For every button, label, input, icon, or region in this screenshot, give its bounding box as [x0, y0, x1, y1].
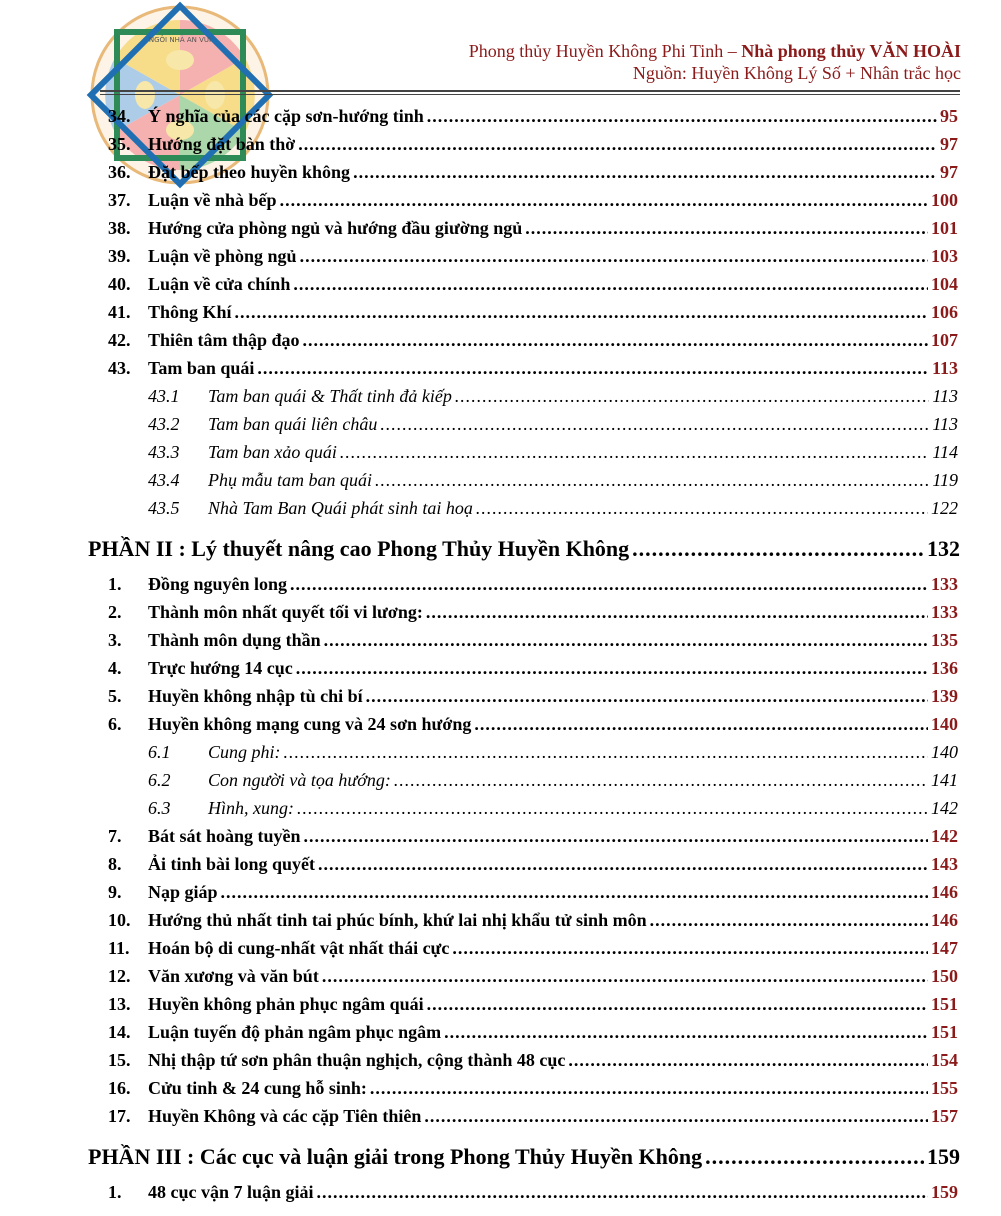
toc-dot-leader	[426, 602, 928, 623]
toc-entry-body	[148, 1106, 958, 1127]
toc-entry-title: PHẦN III : Các cục và luận giải trong Phong Thủy Huyền Không	[88, 1144, 703, 1169]
toc-entry-number: 1.	[108, 1182, 122, 1202]
toc-dot-leader	[444, 1022, 928, 1043]
toc-page-number: 141	[931, 770, 958, 790]
toc-dot-leader	[375, 470, 929, 491]
toc-entry-number: 43.4	[148, 470, 180, 490]
toc-entry-body	[148, 602, 958, 623]
toc-entry-title: Thiên tâm thập đạo	[148, 330, 300, 350]
toc-dot-leader	[298, 134, 937, 155]
toc-entry-body	[148, 1022, 958, 1043]
toc-entry-number: 42.	[108, 330, 131, 350]
toc-entry-title: Phụ mẫu tam ban quái	[208, 470, 372, 490]
toc-entry-number: 1.	[108, 574, 122, 594]
toc-entry-title: Thành môn nhất quyết tối vi lương:	[148, 602, 423, 622]
toc-dot-leader	[303, 330, 928, 351]
toc-entry-body	[208, 770, 958, 791]
toc-entry-number: 8.	[108, 854, 122, 874]
toc-page-number: 95	[940, 106, 958, 126]
toc-dot-leader	[427, 106, 937, 127]
toc-dot-leader	[525, 218, 928, 239]
toc-page-number: 113	[932, 386, 958, 406]
toc-entry-title: PHẦN II : Lý thuyết nâng cao Phong Thủy Huyền Không	[88, 536, 630, 561]
toc-entry-body	[148, 630, 958, 651]
toc-entry-title: Luận về cửa chính	[148, 274, 291, 294]
toc-entry-title: Huyền không phản phục ngâm quái	[148, 994, 424, 1014]
toc-entry-title: Hướng đặt bàn thờ	[148, 134, 296, 154]
toc-entry-number: 7.	[108, 826, 122, 846]
toc-entry-body	[208, 414, 958, 435]
toc-dot-leader	[318, 854, 928, 875]
toc-entry-number: 39.	[108, 246, 131, 266]
toc-entry-body	[148, 1050, 958, 1071]
toc-dot-leader	[394, 770, 928, 791]
toc-dot-leader	[235, 302, 928, 323]
toc-entry-body	[148, 938, 958, 959]
header-author: Nhà phong thủy VĂN HOÀI	[741, 41, 961, 61]
toc-entry-title: Huyền không mạng cung và 24 sơn hướng	[148, 714, 472, 734]
toc-entry-title: Hoán bộ di cung-nhất vật nhất thái cực	[148, 938, 450, 958]
toc-entry-number: 41.	[108, 302, 131, 322]
toc-page-number: 113	[931, 358, 958, 378]
toc-dot-leader	[324, 630, 928, 651]
toc-page-number: 147	[931, 938, 958, 958]
toc-page-number: 106	[931, 302, 958, 322]
toc-entry-number: 34.	[108, 106, 131, 126]
toc-dot-leader	[284, 742, 928, 763]
toc-page-number: 97	[940, 134, 958, 154]
toc-entry-body	[148, 854, 958, 875]
toc-page-number: 154	[931, 1050, 958, 1070]
toc-dot-leader	[380, 414, 929, 435]
toc-dot-leader	[304, 826, 928, 847]
toc-entry-number: 43.	[108, 358, 131, 378]
toc-entry-number: 15.	[108, 1050, 131, 1070]
toc-entry-title: Văn xương và văn bút	[148, 966, 319, 986]
toc-page-number: 107	[931, 330, 958, 350]
toc-page-number: 143	[931, 854, 958, 874]
toc-entry-number: 43.2	[148, 414, 180, 434]
header-rule-thin	[100, 94, 960, 95]
toc-page-number: 140	[931, 742, 958, 762]
toc-entry-body	[148, 882, 958, 903]
toc-entry-body	[148, 246, 958, 267]
toc-entry-body	[148, 910, 958, 931]
toc-entry-title: Trực hướng 14 cục	[148, 658, 293, 678]
toc-dot-leader	[353, 162, 937, 183]
toc-entry-body	[148, 330, 958, 351]
toc-entry-number: 6.	[108, 714, 122, 734]
toc-entry-body	[148, 190, 958, 211]
toc-entry-title: Ý nghĩa của các cặp sơn-hướng tinh	[148, 106, 424, 126]
toc-entry-title: Bát sát hoàng tuyền	[148, 826, 301, 846]
toc-dot-leader	[300, 246, 928, 267]
toc-dot-leader	[476, 498, 928, 519]
toc-page-number: 155	[931, 1078, 958, 1098]
toc-entry-title: Huyền Không và các cặp Tiên thiên	[148, 1106, 422, 1126]
toc-page-number: 140	[931, 714, 958, 734]
toc-entry-body	[148, 134, 958, 155]
logo-text: NGÔI NHÀ AN VUI	[148, 36, 212, 44]
page-header	[469, 40, 961, 84]
toc-dot-leader	[568, 1050, 928, 1071]
toc-entry-title: Tam ban xảo quái	[208, 442, 337, 462]
toc-entry-body	[88, 1144, 960, 1170]
toc-entry-title: Thông Khí	[148, 302, 232, 322]
toc-entry-number: 13.	[108, 994, 131, 1014]
toc-dot-leader	[455, 386, 929, 407]
toc-dot-leader	[280, 190, 928, 211]
toc-page-number: 133	[931, 574, 958, 594]
toc-entry-body	[148, 1078, 958, 1099]
toc-entry-title: Con người và tọa hướng:	[208, 770, 391, 790]
toc-entry-body	[148, 218, 958, 239]
toc-entry-number: 16.	[108, 1078, 131, 1098]
toc-entry-title: Cửu tinh & 24 cung hỗ sinh:	[148, 1078, 367, 1098]
toc-entry-number: 37.	[108, 190, 131, 210]
toc-entry-title: Đồng nguyên long	[148, 574, 288, 594]
toc-entry-number: 17.	[108, 1106, 131, 1126]
toc-entry-body	[88, 536, 960, 562]
toc-entry-title: 48 cục vận 7 luận giải	[148, 1182, 314, 1202]
toc-page-number: 146	[931, 882, 958, 902]
header-origin: Nguồn: Huyền Không Lý Số + Nhân trắc học	[632, 63, 961, 83]
toc-entry-title: Đặt bếp theo huyền không	[148, 162, 351, 182]
toc-entry-title: Luận về nhà bếp	[148, 190, 277, 210]
toc-dot-leader	[221, 882, 928, 903]
toc-entry-body	[208, 386, 958, 407]
toc-entry-body	[208, 742, 958, 763]
toc-entry-number: 5.	[108, 686, 122, 706]
toc-entry-title: Hướng thủ nhất tinh tai phúc bính, khứ lai nhị khẩu tử sinh môn	[148, 910, 647, 930]
toc-dot-leader	[366, 686, 928, 707]
toc-entry-number: 36.	[108, 162, 131, 182]
toc-page-number: 97	[940, 162, 958, 182]
toc-entry-title: Cung phi:	[208, 742, 281, 762]
toc-entry-number: 40.	[108, 274, 131, 294]
toc-dot-leader	[297, 798, 928, 819]
toc-entry-number: 10.	[108, 910, 131, 930]
toc-entry-number: 38.	[108, 218, 131, 238]
toc-page-number: 151	[931, 994, 958, 1014]
toc-page-number: 104	[931, 274, 958, 294]
toc-entry-title: Nhà Tam Ban Quái phát sinh tai hoạ	[208, 498, 473, 518]
toc-entry-title: Hướng cửa phòng ngủ và hướng đầu giường ngủ	[148, 218, 523, 238]
toc-entry-body	[148, 714, 958, 735]
toc-dot-leader	[322, 966, 928, 987]
toc-dot-leader	[317, 1182, 928, 1203]
toc-entry-number: 6.3	[148, 798, 171, 818]
toc-page-number: 114	[932, 442, 958, 462]
toc-entry-body	[148, 994, 958, 1015]
toc-dot-leader	[632, 536, 924, 562]
toc-page-number: 101	[931, 218, 958, 238]
toc-page-number: 113	[932, 414, 958, 434]
toc-dot-leader	[452, 938, 928, 959]
toc-entry-body	[208, 798, 958, 819]
toc-page-number: 132	[927, 536, 960, 561]
toc-page-number: 159	[927, 1144, 960, 1169]
toc-entry-body	[208, 498, 958, 519]
toc-entry-title: Tam ban quái liên châu	[208, 414, 378, 434]
toc-entry-number: 43.3	[148, 442, 180, 462]
toc-entry-number: 6.2	[148, 770, 171, 790]
toc-page-number: 142	[931, 826, 958, 846]
toc-entry-number: 35.	[108, 134, 131, 154]
toc-entry-number: 4.	[108, 658, 122, 678]
toc-dot-leader	[293, 274, 928, 295]
toc-dot-leader	[424, 1106, 928, 1127]
toc-entry-body	[148, 1182, 958, 1203]
toc-entry-body	[208, 442, 958, 463]
toc-entry-body	[208, 470, 958, 491]
toc-entry-body	[148, 302, 958, 323]
toc-entry-title: Nhị thập tứ sơn phân thuận nghịch, cộng thành 48 cục	[148, 1050, 566, 1070]
toc-entry-number: 3.	[108, 630, 122, 650]
toc-entry-body	[148, 826, 958, 847]
toc-dot-leader	[650, 910, 928, 931]
toc-entry-number: 43.5	[148, 498, 180, 518]
toc-entry-body	[148, 106, 958, 127]
toc-dot-leader	[340, 442, 929, 463]
toc-page-number: 159	[931, 1182, 958, 1202]
toc-entry-number: 14.	[108, 1022, 131, 1042]
toc-entry-title: Tam ban quái	[148, 358, 255, 378]
toc-page-number: 135	[931, 630, 958, 650]
toc-page-number: 133	[931, 602, 958, 622]
toc-entry-number: 43.1	[148, 386, 180, 406]
toc-entry-title: Ải tinh bài long quyết	[148, 854, 316, 874]
toc-dot-leader	[257, 358, 929, 379]
toc-entry-number: 6.1	[148, 742, 171, 762]
toc-page-number: 103	[931, 246, 958, 266]
toc-dot-leader	[474, 714, 928, 735]
toc-page-number: 142	[931, 798, 958, 818]
toc-page-number: 122	[931, 498, 958, 518]
toc-page-number: 136	[931, 658, 958, 678]
toc-page-number: 119	[932, 470, 958, 490]
toc-page-number: 139	[931, 686, 958, 706]
header-source: Phong thủy Huyền Không Phi Tinh –	[468, 41, 742, 61]
toc-page-number: 100	[931, 190, 958, 210]
toc-entry-title: Huyền không nhập tù chi bí	[148, 686, 363, 706]
toc-entry-body	[148, 574, 958, 595]
toc-entry-body	[148, 658, 958, 679]
toc-entry-title: Luận về phòng ngủ	[148, 246, 297, 266]
toc-dot-leader	[296, 658, 928, 679]
toc-dot-leader	[290, 574, 928, 595]
toc-page-number: 151	[931, 1022, 958, 1042]
toc-entry-number: 2.	[108, 602, 122, 622]
toc-entry-body	[148, 358, 958, 379]
toc-entry-title: Nạp giáp	[148, 882, 218, 902]
toc-entry-title: Thành môn dụng thần	[148, 630, 321, 650]
toc-entry-body	[148, 162, 958, 183]
toc-entry-number: 12.	[108, 966, 131, 986]
toc-entry-number: 11.	[108, 938, 130, 958]
toc-dot-leader	[427, 994, 928, 1015]
toc-page-number: 146	[931, 910, 958, 930]
toc-page-number: 150	[931, 966, 958, 986]
toc-dot-leader	[370, 1078, 928, 1099]
toc-entry-title: Hình, xung:	[208, 798, 294, 818]
toc-entry-title: Luận tuyến độ phản ngâm phục ngâm	[148, 1022, 442, 1042]
toc-entry-body	[148, 274, 958, 295]
toc-entry-title: Tam ban quái & Thất tinh đả kiếp	[208, 386, 452, 406]
toc-entry-number: 9.	[108, 882, 122, 902]
toc-dot-leader	[705, 1144, 924, 1170]
toc-page-number: 157	[931, 1106, 958, 1126]
toc-entry-body	[148, 966, 958, 987]
toc-entry-body	[148, 686, 958, 707]
header-rule	[100, 90, 960, 92]
